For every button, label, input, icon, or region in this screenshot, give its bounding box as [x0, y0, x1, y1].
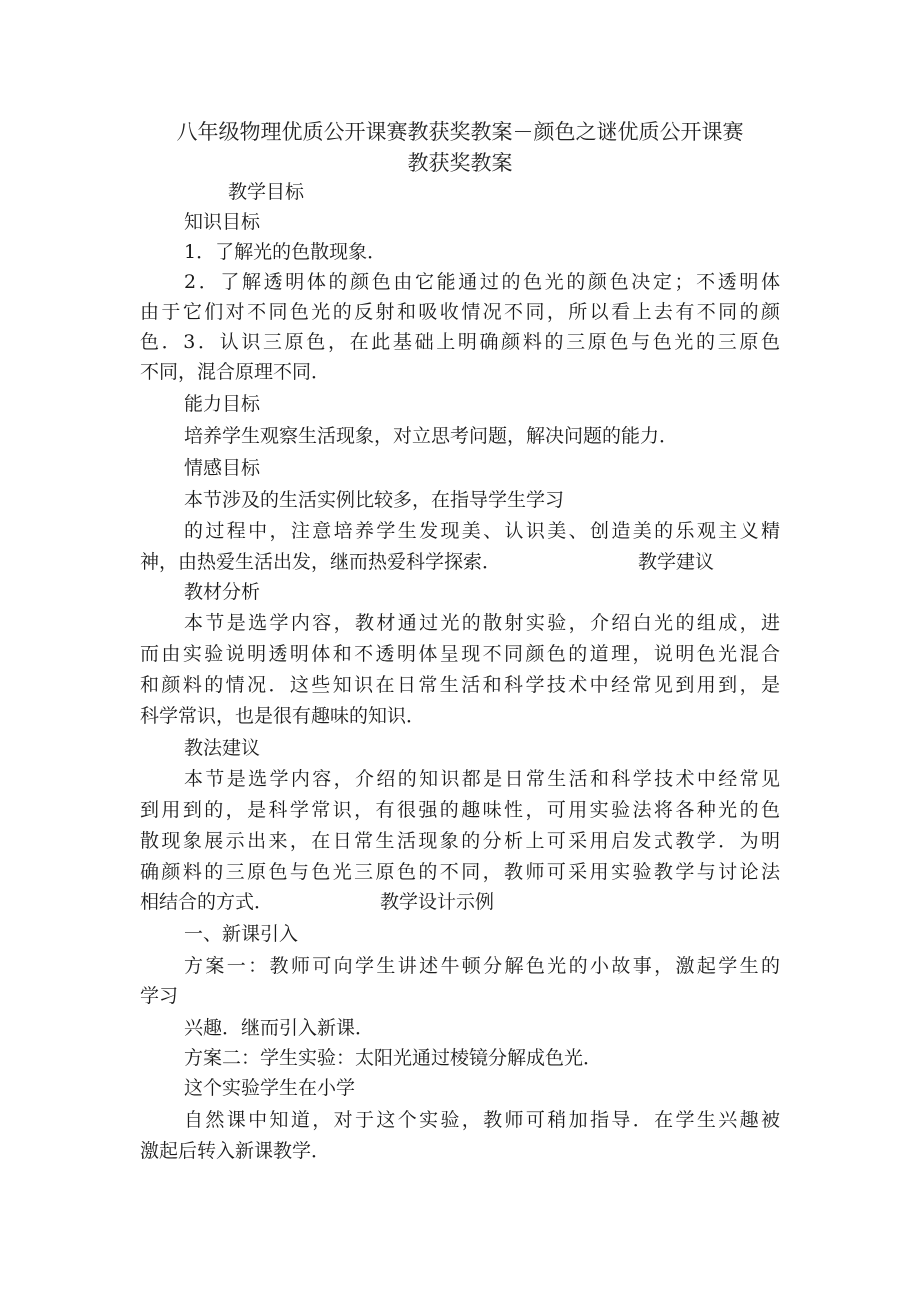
plan-2-text: 方案二：学生实验：太阳光通过棱镜分解成色光． — [184, 1047, 603, 1069]
emotion-goals-line-1: 本节涉及的生活实例比较多，在指导学生学习 — [184, 489, 565, 511]
heading-material-analysis: 教材分析 — [184, 581, 261, 603]
plan-1-line-2: 学习 — [140, 985, 179, 1007]
experiment-line-1: 这个实验学生在小学 — [184, 1077, 356, 1099]
heading-teaching-goals: 教学目标 — [228, 181, 305, 203]
method-suggestions-line-4: 确颜料的三原色与色光三原色的不同，教师可采用实验教学与讨论法 — [140, 861, 780, 883]
document-title-line-1: 八年级物理优质公开课赛教获奖教案－颜色之谜优质公开课赛 — [176, 120, 744, 144]
method-suggestions-line-3: 散现象展示出来，在日常生活现象的分析上可采用启发式教学．为明 — [140, 830, 780, 852]
ability-goals-text: 培养学生观察生活现象，对立思考问题，解决问题的能力． — [184, 425, 679, 447]
method-suggestions-line-5: 相结合的方式． — [140, 891, 274, 913]
heading-knowledge-goals: 知识目标 — [184, 211, 261, 233]
method-suggestions-line-1: 本节是选学内容，介绍的知识都是日常生活和科学技术中经常见 — [184, 768, 780, 790]
experiment-line-3: 激起后转入新课教学． — [140, 1140, 331, 1162]
material-analysis-line-4: 科学常识，也是很有趣味的知识． — [140, 705, 426, 727]
plan-1-line-3: 兴趣．继而引入新课． — [184, 1017, 375, 1039]
method-suggestions-line-2: 到用到的，是科学常识，有很强的趣味性，可用实验法将各种光的色 — [140, 799, 780, 821]
heading-ability-goals: 能力目标 — [184, 393, 261, 415]
knowledge-item-1: 1．了解光的色散现象． — [184, 241, 387, 263]
material-analysis-line-1: 本节是选学内容，教材通过光的散射实验，介绍白光的组成，进 — [184, 612, 780, 634]
heading-new-lesson: 一、新课引入 — [184, 923, 299, 945]
plan-1-line-1: 方案一：教师可向学生讲述牛顿分解色光的小故事，激起学生的 — [184, 955, 780, 977]
material-analysis-line-3: 和颜料的情况．这些知识在日常生活和科学技术中经常见到用到，是 — [140, 674, 780, 696]
document-title-line-2: 教获奖教案 — [407, 151, 513, 175]
knowledge-item-2-line-3: 色．3．认识三原色，在此基础上明确颜料的三原色与色光的三原色 — [140, 331, 780, 353]
material-analysis-line-2: 而由实验说明透明体和不透明体呈现不同颜色的道理，说明色光混合 — [140, 643, 780, 665]
emotion-goals-line-3: 神，由热爱生活出发，继而热爱科学探索． — [140, 551, 502, 573]
heading-method-suggestions: 教法建议 — [184, 737, 261, 759]
heading-emotion-goals: 情感目标 — [184, 457, 261, 479]
knowledge-item-2-line-2: 由于它们对不同色光的反射和吸收情况不同，所以看上去有不同的颜 — [140, 301, 780, 323]
heading-teaching-suggestions: 教学建议 — [638, 551, 715, 573]
knowledge-item-2-line-1: 2．了解透明体的颜色由它能通过的色光的颜色决定；不透明体 — [184, 271, 780, 293]
experiment-line-2: 自然课中知道，对于这个实验，教师可稍加指导．在学生兴趣被 — [184, 1109, 780, 1131]
heading-design-example: 教学设计示例 — [380, 891, 495, 913]
knowledge-item-2-line-4: 不同，混合原理不同． — [140, 361, 331, 383]
emotion-goals-line-2: 的过程中，注意培养学生发现美、认识美、创造美的乐观主义精 — [184, 520, 780, 542]
